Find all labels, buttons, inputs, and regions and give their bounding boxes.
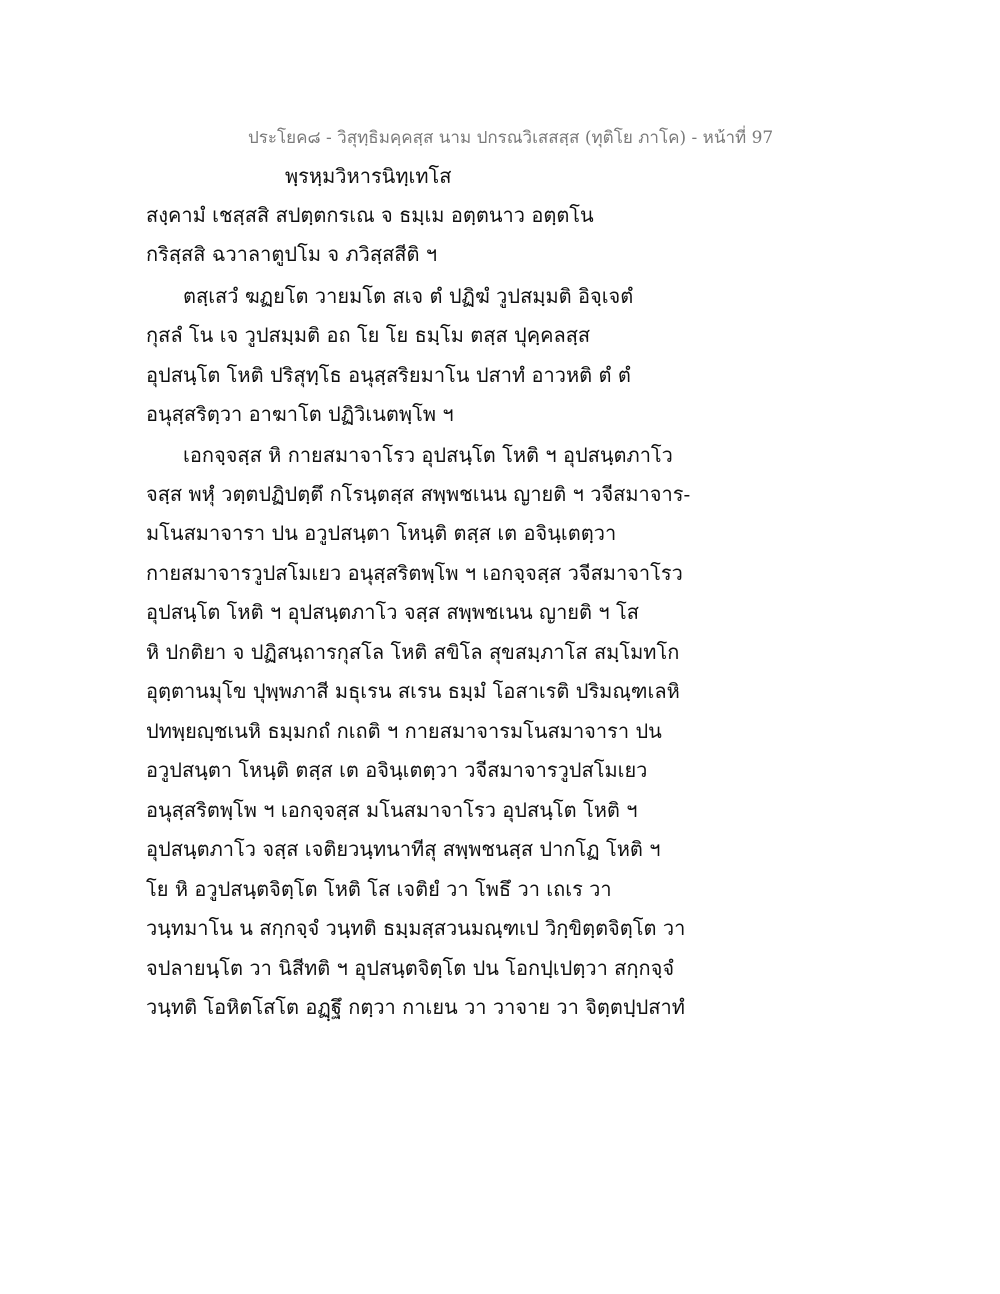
body-line: หิ ปกติยา จ ปฏิสนฺถารกุสโล โหติ สขิโล สุขสมฺภาโส สมฺโมทโก (146, 640, 680, 664)
section-title: พฺรหฺมวิหารนิทฺเทโส (285, 164, 452, 188)
running-header: ประโยค๘ - วิสุทฺธิมคฺคสฺส นาม ปกรณวิเสสสฺส (ทุติโย ภาโค) - หน้าที่ 97 (248, 128, 774, 148)
body-line: อุปสนฺโต โหติ ปริสุทฺโธ อนุสฺสริยมาโน ปสาทํ อาวหติ ตํ ตํ (146, 363, 631, 387)
body-line: อุปสนฺโต โหติ ฯ อุปสนฺตภาโว จสฺส สพฺพชเนน ญายติ ฯ โส (146, 600, 639, 624)
body-line: อุตฺตานมุโข ปุพฺพภาสี มธุเรน สเรน ธมฺมํ โอสาเรติ ปริมณฺฑเลหิ (146, 679, 680, 703)
body-line: จปลายนฺโต วา นิสีทติ ฯ อุปสนฺตจิตฺโต ปน โอกปฺเปตฺวา สกฺกจฺจํ (146, 956, 675, 980)
body-line-paragraph-start: เอกจฺจสฺส หิ กายสมาจาโรว อุปสนฺโต โหติ ฯ อุปสนฺตภาโว (183, 443, 673, 467)
body-line: โย หิ อวูปสนฺตจิตฺโต โหติ โส เจติยํ วา โพธึ วา เถเร วา (146, 877, 612, 901)
body-line: กายสมาจารวูปสโมเยว อนุสฺสริตพฺโพ ฯ เอกจฺจสฺส วจีสมาจาโรว (146, 561, 683, 585)
body-line: อนุสฺสริตฺวา อาฆาโต ปฏิวิเนตพฺโพ ฯ (146, 402, 454, 426)
body-line: วนฺทติ โอหิตโสโต อฏฺฐึ กตฺวา กาเยน วา วาจาย วา จิตฺตปฺปสาทํ (146, 995, 685, 1019)
body-line: กริสฺสสิ ฉวาลาตูปโม จ ภวิสฺสสีติ ฯ (146, 242, 438, 266)
body-line-paragraph-start: ตสฺเสวํ ฆฏยโต วายมโต สเจ ตํ ปฏิฆํ วูปสมฺมติ อิจฺเจตํ (183, 284, 634, 308)
body-line: มโนสมาจารา ปน อวูปสนฺตา โหนฺติ ตสฺส เต อจินฺเตตฺวา (146, 521, 617, 545)
body-line: วนฺทมาโน น สกฺกจฺจํ วนฺทติ ธมฺมสฺสวนมณฺฑเป วิกฺขิตฺตจิตฺโต วา (146, 916, 686, 940)
body-line: จสฺส พหุํ วตฺตปฏิปตฺตึ กโรนฺตสฺส สพฺพชเนน ญายติ ฯ วจีสมาจาร- (146, 482, 691, 506)
body-line: อุปสนฺตภาโว จสฺส เจติยวนฺทนาทีสุ สพฺพชนสฺส ปากโฏ โหติ ฯ (146, 837, 661, 861)
body-line: สงฺคามํ เชสฺสสิ สปตฺตกรเณ จ ธมฺเม อตฺตนาว อตฺตโน (146, 203, 594, 227)
body-line: กุสลํ โน เจ วูปสมฺมติ อถ โย โย ธมฺโม ตสฺส ปุคฺคลสฺส (146, 323, 591, 347)
body-line: อวูปสนฺตา โหนฺติ ตสฺส เต อจินฺเตตฺวา วจีสมาจารวูปสโมเยว (146, 758, 648, 782)
body-line: อนุสฺสริตพฺโพ ฯ เอกจฺจสฺส มโนสมาจาโรว อุปสนฺโต โหติ ฯ (146, 798, 638, 822)
body-line: ปทพฺยญฺชเนหิ ธมฺมกถํ กเถติ ฯ กายสมาจารมโนสมาจารา ปน (146, 719, 662, 743)
